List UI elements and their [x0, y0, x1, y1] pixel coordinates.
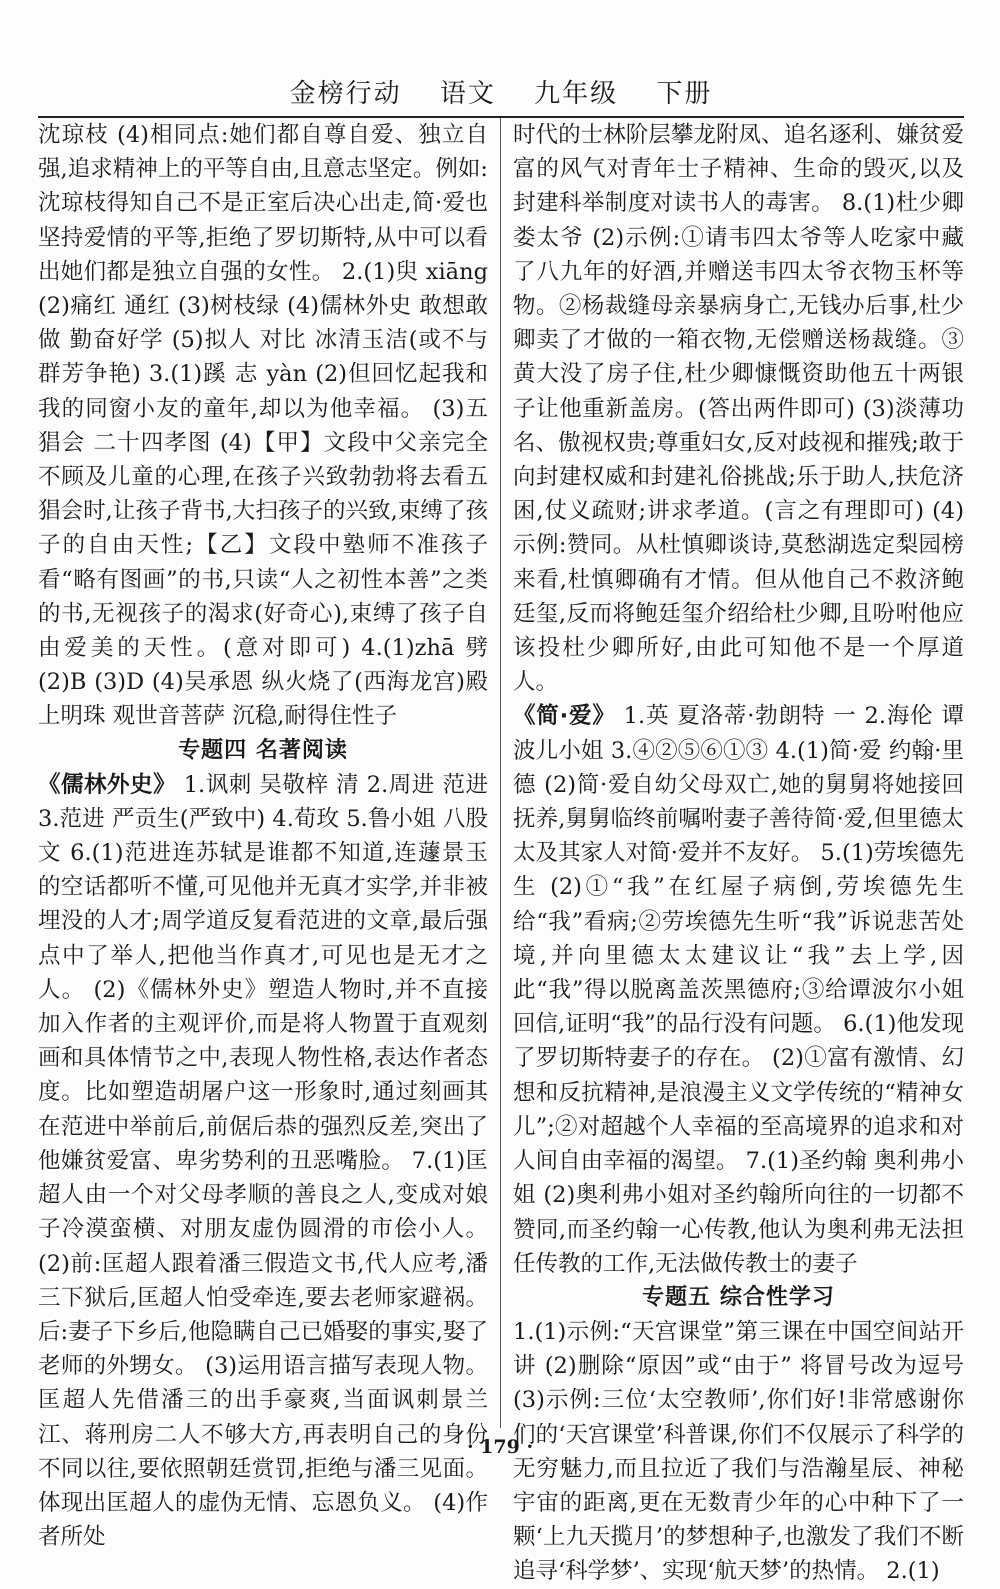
series-title: 金榜行动: [289, 79, 402, 109]
answer-paragraph: 沈琼枝 (4)相同点:她们都自尊自爱、独立自强,追求精神上的平等自由,且意志坚定。例如:沈琼枝得知自己不是正室后决心出走,简·爱也坚持爱情的平等,拒绝了罗切斯特,从中可以看出她们都是独立自强的女性。 2.(1)臾 xiāng (2)痛红 通红 (3)树枝绿 (4)儒林外史 敢想敢做 勤奋好学 (5)拟人 对比 冰清玉洁(或不与群芳争艳) 3.(1)蹊 志 yàn (2)但回忆起我和我的同窗小友的童年,却以为他幸福。 (3)五猖会 二十四孝图 (4)【甲】文段中父亲完全不顾及儿童的心理,在孩子兴致勃勃将去看五猖会时,让孩子背书,大扫孩子的兴致,束缚了孩子的自由天性;【乙】文段中塾师不准孩子看“略有图画”的书,只读“人之初性本善”之类的书,无视孩子的渴求(好奇心),束缚了孩子自由爱美的天性。(意对即可) 4.(1)zhā 劈 (2)B (3)D (4)吴承恩 纵火烧了(西海龙宫)殿上明珠 观世音菩萨 沉稳,耐得住性子: [38, 122, 488, 730]
grade-label: 九年级: [534, 79, 619, 109]
section-title: 专题五 综合性学习: [642, 1284, 835, 1310]
book-title: 《简·爱》: [513, 703, 616, 730]
answer-text: 1.讽刺 吴敬梓 清 2.周进 范进 3.范进 严贡生(严致中) 4.荀玫 5.鲁小姐 八股文 6.(1)范进连苏轼是谁都不知道,连蘧景玉的空话都听不懂,可见他并无真才实学,并非被埋没的人才;周学道反复看范进的文章,最后强点中了举人,把他当作真才,可见也是无才之人。 (2)《儒林外史》塑造人物时,并不直接加入作者的主观评价,而是将人物置于直观刻画和具体情节之中,表现人物性格,表达作者态度。比如塑造胡屠户这一形象时,通过刻画其在范进中举前后,前倨后恭的强烈反差,突出了他嫌贫爱富、卑劣势利的丑恶嘴脸。 7.(1)匡超人由一个对父母孝顺的善良之人,变成对娘子冷漠蛮横、对朋友虚伪圆滑的市侩小人。 (2)前:匡超人跟着潘三假造文书,代人应考,潘三下狱后,匡超人怕受牵连,要去老师家避祸。后:妻子下乡后,他隐瞒自己已婚娶的事实,娶了老师的外甥女。 (3)运用语言描写表现人物。匡超人先借潘三的出手豪爽,当面讽刺景兰江、蒋刑房二人不够大方,再表明自己的身份不同以往,要依照朝廷赏罚,拒绝与潘三见面。体现出匡超人的虚伪无情、忘恩负义。 (4)作者所处: [38, 771, 488, 1551]
page-number: · 179 ·: [466, 1436, 534, 1458]
answer-paragraph: 1.(1)示例:“天宫课堂”第三课在中国空间站开讲 (2)删除“原因”或“由于” 将冒号改为逗号 (3)示例:三位‘太空教师’,你们好!非常感谢你们的‘天宫课堂’科普课,你们不仅展示了科学的无穷魅力,而且拉近了我们与浩瀚星辰、神秘宇宙的距离,更在无数青少年的心中种下了一颗‘上九天揽月’的梦想种子,也激发了我们不断追寻‘科学梦’、实现‘航天梦’的热情。 2.(1): [513, 1318, 964, 1585]
volume-label: 下册: [656, 79, 713, 109]
section-title: 专题四 名著阅读: [178, 737, 348, 763]
subject-label: 语文: [439, 79, 496, 109]
answer-paragraph: 时代的士林阶层攀龙附凤、追名逐利、嫌贫爱富的风气对青年士子精神、生命的毁灭,以及封建科举制度对读书人的毒害。 8.(1)杜少卿 娄太爷 (2)示例:①请韦四太爷等人吃家中藏了八九年的好酒,并赠送韦四太爷衣物玉杯等物。②杨裁缝母亲暴病身亡,无钱办后事,杜少卿卖了才做的一箱衣物,无偿赠送杨裁缝。③黄大没了房子住,杜少卿慷慨资助他五十两银子让他重新盖房。(答出两件即可) (3)淡薄功名、傲视权贵;尊重妇女,反对歧视和摧残;敢于向封建权威和封建礼俗挑战;乐于助人,扶危济困,仗义疏财;讲求孝道。(言之有理即可) (4)示例:赞同。从杜慎卿谈诗,莫愁湖选定梨园榜来看,杜慎卿确有才情。但从他自己不救济鲍廷玺,反而将鲍廷玺介绍给杜少卿,且吩咐他应该投杜少卿所好,由此可知他不是一个厚道人。: [513, 122, 964, 696]
page-header: [38, 74, 964, 118]
answer-text: 1.英 夏洛蒂·勃朗特 一 2.海伦 谭波儿小姐 3.④②⑤⑥①③ 4.(1)简·爱 约翰·里德 (2)简·爱自幼父母双亡,她的舅舅将她接回抚养,舅舅临终前嘱咐妻子善待简·爱,但里德太太及其家人对简·爱并不友好。 5.(1)劳埃德先生 (2)①“我”在红屋子病倒,劳埃德先生给“我”看病;②劳埃德先生听“我”诉说悲苦处境,并向里德太太建议让“我”去上学,因此“我”得以脱离盖茨黑德府;③给谭波尔小姐回信,证明“我”的品行没有问题。 6.(1)他发现了罗切斯特妻子的存在。 (2)①富有激情、幻想和反抗精神,是浪漫主义文学传统的“精神女儿”;②对超越个人幸福的至高境界的追求和对人间自由幸福的渴望。 7.(1)圣约翰 奥利弗小姐 (2)奥利弗小姐对圣约翰所向往的一切都不赞同,而圣约翰一心传教,他认为奥利弗无法担任传教的工作,无法做传教士的妻子: [513, 703, 964, 1277]
book-title: 《儒林外史》: [38, 771, 177, 798]
right-column: [501, 118, 964, 1585]
answer-paragraph: [513, 699, 964, 1280]
